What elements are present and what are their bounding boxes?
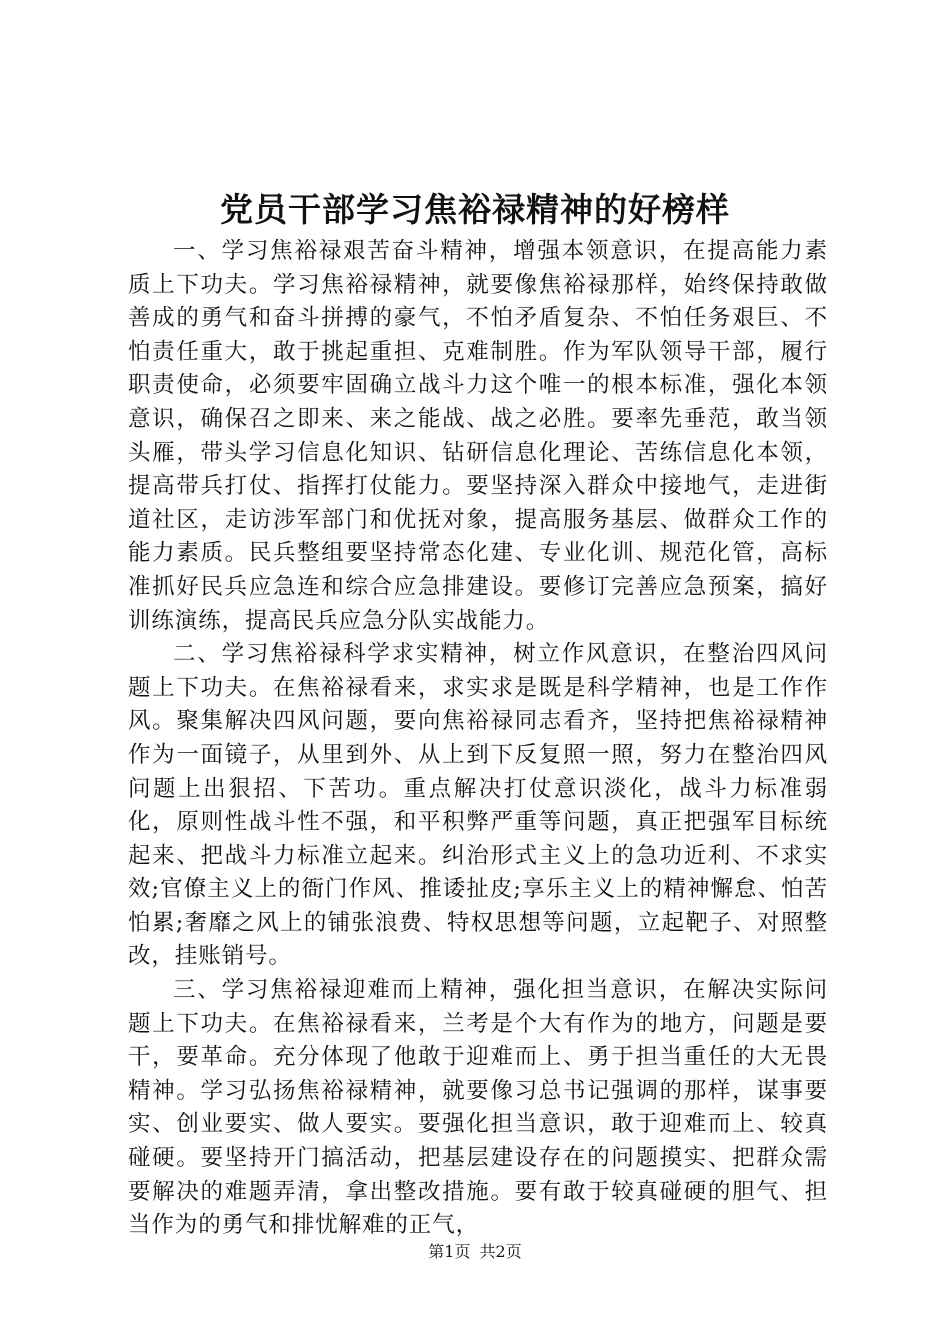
document-title: 党员干部学习焦裕禄精神的好榜样 — [220, 190, 730, 229]
paragraph-3: 三、学习焦裕禄迎难而上精神，强化担当意识，在解决实际问题上下功夫。在焦裕禄看来，兰考是个大有作为的地方，问题是要干，要革命。充分体现了他敢于迎难而上、勇于担当重任的大无畏精神。学习弘扬焦裕禄精神，就要像习总书记强调的那样，谋事要实、创业要实、做人要实。要强化担当意识，敢于迎难而上、较真碰硬。要坚持开门搞活动，把基层建设存在的问题摸实、把群众需要解决的难题弄清，拿出整改措施。要有敢于较真碰硬的胆气、担当作为的勇气和排忧解难的正气， — [128, 977, 828, 1239]
document-body — [128, 235, 828, 1243]
paragraph-1: 一、学习焦裕禄艰苦奋斗精神，增强本领意识，在提高能力素质上下功夫。学习焦裕禄精神，就要像焦裕禄那样，始终保持敢做善成的勇气和奋斗拼搏的豪气，不怕矛盾复杂、不怕任务艰巨、不怕责任重大，敢于挑起重担、克难制胜。作为军队领导干部，履行职责使命，必须要牢固确立战斗力这个唯一的根本标准，强化本领意识，确保召之即来、来之能战、战之必胜。要率先垂范，敢当领头雁，带头学习信息化知识、钻研信息化理论、苦练信息化本领，提高带兵打仗、指挥打仗能力。要坚持深入群众中接地气，走进街道社区，走访涉军部门和优抚对象，提高服务基层、做群众工作的能力素质。民兵整组要坚持常态化建、专业化训、规范化管，高标准抓好民兵应急连和综合应急排建设。要修订完善应急预案，搞好训练演练，提高民兵应急分队实战能力。 — [128, 238, 828, 634]
current-page-number: 第1页 — [428, 1242, 471, 1261]
total-page-count: 共2页 — [479, 1242, 522, 1261]
paragraph-2: 二、学习焦裕禄科学求实精神，树立作风意识，在整治四风问题上下功夫。在焦裕禄看来，求实求是既是科学精神，也是工作作风。聚集解决四风问题，要向焦裕禄同志看齐，坚持把焦裕禄精神作为一面镜子，从里到外、从上到下反复照一照，努力在整治四风问题上出狠招、下苦功。重点解决打仗意识淡化，战斗力标准弱化，原则性战斗性不强，和平积弊严重等问题，真正把强军目标统起来、把战斗力标准立起来。纠治形式主义上的急功近利、不求实效;官僚主义上的衙门作风、推诿扯皮;享乐主义上的精神懈怠、怕苦怕累;奢靡之风上的铺张浪费、特权思想等问题，立起靶子、对照整改，挂账销号。 — [128, 641, 828, 970]
page-footer — [0, 1240, 950, 1264]
